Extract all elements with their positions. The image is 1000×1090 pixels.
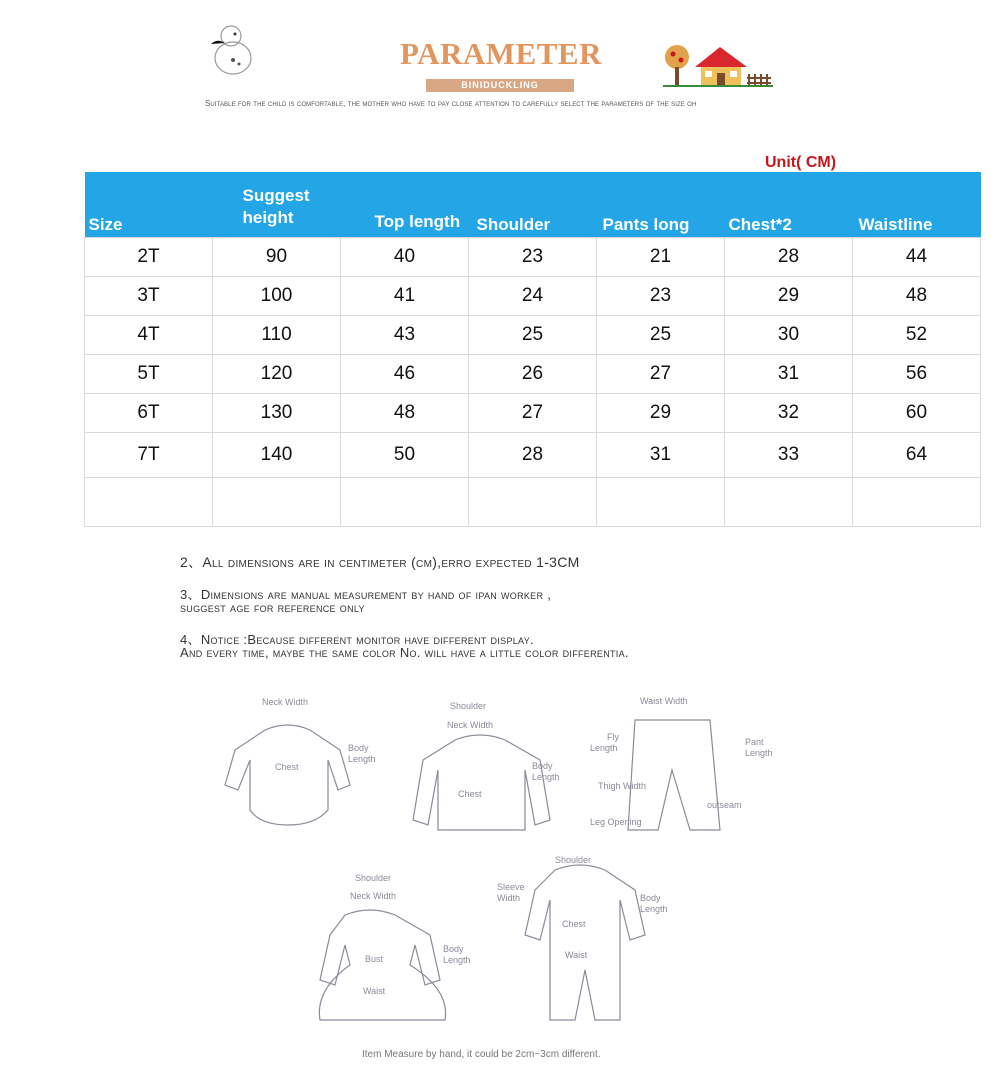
table-cell: 46 <box>341 355 469 394</box>
table-cell: 23 <box>469 238 597 277</box>
column-header: Size <box>85 172 213 238</box>
label-body-length-3: Body <box>532 761 553 771</box>
label-body-length-4: Length <box>532 772 560 782</box>
table-cell: 5T <box>85 355 213 394</box>
table-cell: 26 <box>469 355 597 394</box>
table-cell <box>85 478 213 527</box>
column-header: Chest*2 <box>725 172 853 238</box>
table-row <box>85 277 981 316</box>
column-header: Waistline <box>853 172 981 238</box>
table-cell: 29 <box>725 277 853 316</box>
table-row <box>85 394 981 433</box>
table-cell: 21 <box>597 238 725 277</box>
note-color: And every time, maybe the same color No. will have a little color differentia. <box>180 645 629 660</box>
table-cell: 31 <box>725 355 853 394</box>
table-cell: 140 <box>213 433 341 478</box>
table-cell: 32 <box>725 394 853 433</box>
label-waist: Waist <box>363 986 386 996</box>
footer-note: Item Measure by hand, it could be 2cm~3cm different. <box>362 1049 601 1060</box>
table-cell: 130 <box>213 394 341 433</box>
table-cell: 41 <box>341 277 469 316</box>
table-cell <box>853 478 981 527</box>
table-cell <box>213 478 341 527</box>
table-cell: 7T <box>85 433 213 478</box>
table-cell: 23 <box>597 277 725 316</box>
table-row <box>85 316 981 355</box>
table-cell: 28 <box>469 433 597 478</box>
table-cell: 27 <box>469 394 597 433</box>
label-chest: Chest <box>275 762 299 772</box>
table-cell: 60 <box>853 394 981 433</box>
table-cell: 52 <box>853 316 981 355</box>
column-header: Shoulder <box>469 172 597 238</box>
table-row <box>85 238 981 277</box>
label-chest-3: Chest <box>562 919 586 929</box>
table-row <box>85 433 981 478</box>
table-cell: 25 <box>469 316 597 355</box>
table-cell: 27 <box>597 355 725 394</box>
table-cell <box>341 478 469 527</box>
label-shoulder: Shoulder <box>450 701 487 711</box>
table-cell: 90 <box>213 238 341 277</box>
unit-label: Unit( CM) <box>765 154 837 171</box>
table-cell: 33 <box>725 433 853 478</box>
label-body-length-6: Length <box>443 955 471 965</box>
table-cell <box>469 478 597 527</box>
label-chest-2: Chest <box>458 789 482 799</box>
column-header: Suggest height <box>213 172 341 238</box>
table-cell: 43 <box>341 316 469 355</box>
house-tree-icon <box>663 40 773 90</box>
label-neck-width: Neck Width <box>262 697 309 707</box>
table-cell: 110 <box>213 316 341 355</box>
table-cell: 56 <box>853 355 981 394</box>
table-row-empty <box>85 478 981 527</box>
label-shoulder-2: Shoulder <box>355 873 392 883</box>
table-cell: 48 <box>853 277 981 316</box>
table-cell: 29 <box>597 394 725 433</box>
note-age-reference: suggest age for reference only <box>180 600 365 615</box>
label-outseam: outseam <box>707 800 742 810</box>
label-pant-length-2: Length <box>745 748 773 758</box>
label-bust: Bust <box>365 954 384 964</box>
label-sleeve-width: Sleeve <box>497 882 525 892</box>
note-dimensions: 2、All dimensions are in centimeter (cm),erro expected 1-3CM <box>180 554 580 570</box>
label-body-length-7: Body <box>640 893 661 903</box>
size-table <box>84 172 981 527</box>
table-cell: 50 <box>341 433 469 478</box>
column-header: Top length <box>341 172 469 238</box>
measurement-diagram <box>210 690 800 1040</box>
table-cell: 48 <box>341 394 469 433</box>
table-body <box>85 238 981 527</box>
label-sleeve-width-2: Width <box>497 893 521 903</box>
table-cell: 30 <box>725 316 853 355</box>
note-monitor: 4、Notice :Because different monitor have different display. <box>180 632 534 647</box>
table-cell: 100 <box>213 277 341 316</box>
label-thigh-width: Thigh Width <box>598 781 647 791</box>
label-waist-width: Waist Width <box>640 696 688 706</box>
label-leg-opening: Leg Opening <box>590 817 642 827</box>
table-header-row <box>85 172 981 238</box>
page-title: PARAMETER <box>400 36 602 71</box>
tagline: Suitable for the child is comfortable, the mother who have to pay close attention to carefully select the parameters of the size oh <box>205 99 697 108</box>
table-cell <box>725 478 853 527</box>
label-fly-length: Fly <box>607 732 619 742</box>
table-cell: 64 <box>853 433 981 478</box>
table-cell: 3T <box>85 277 213 316</box>
table-cell: 120 <box>213 355 341 394</box>
table-cell: 28 <box>725 238 853 277</box>
duck-logo-icon <box>203 18 263 78</box>
table-cell: 4T <box>85 316 213 355</box>
label-shoulder-3: Shoulder <box>555 855 592 865</box>
table-cell: 31 <box>597 433 725 478</box>
table-cell: 44 <box>853 238 981 277</box>
table-cell <box>597 478 725 527</box>
label-body-length-2: Length <box>348 754 376 764</box>
table-cell: 24 <box>469 277 597 316</box>
label-body-length-5: Body <box>443 944 464 954</box>
table-cell: 2T <box>85 238 213 277</box>
table-cell: 25 <box>597 316 725 355</box>
table-row <box>85 355 981 394</box>
label-neck-width-3: Neck Width <box>350 891 397 901</box>
label-body-length-8: Length <box>640 904 668 914</box>
label-neck-width-2: Neck Width <box>447 720 494 730</box>
label-body-length: Body <box>348 743 369 753</box>
label-pant-length: Pant <box>745 737 764 747</box>
label-waist-2: Waist <box>565 950 588 960</box>
label-fly-length-2: Length <box>590 743 618 753</box>
column-header: Pants long <box>597 172 725 238</box>
table-cell: 40 <box>341 238 469 277</box>
table-cell: 6T <box>85 394 213 433</box>
note-manual-measure: 3、Dimensions are manual measurement by hand of ipan worker , <box>180 587 552 602</box>
brand-name: BINIDUCKLING <box>426 79 574 92</box>
